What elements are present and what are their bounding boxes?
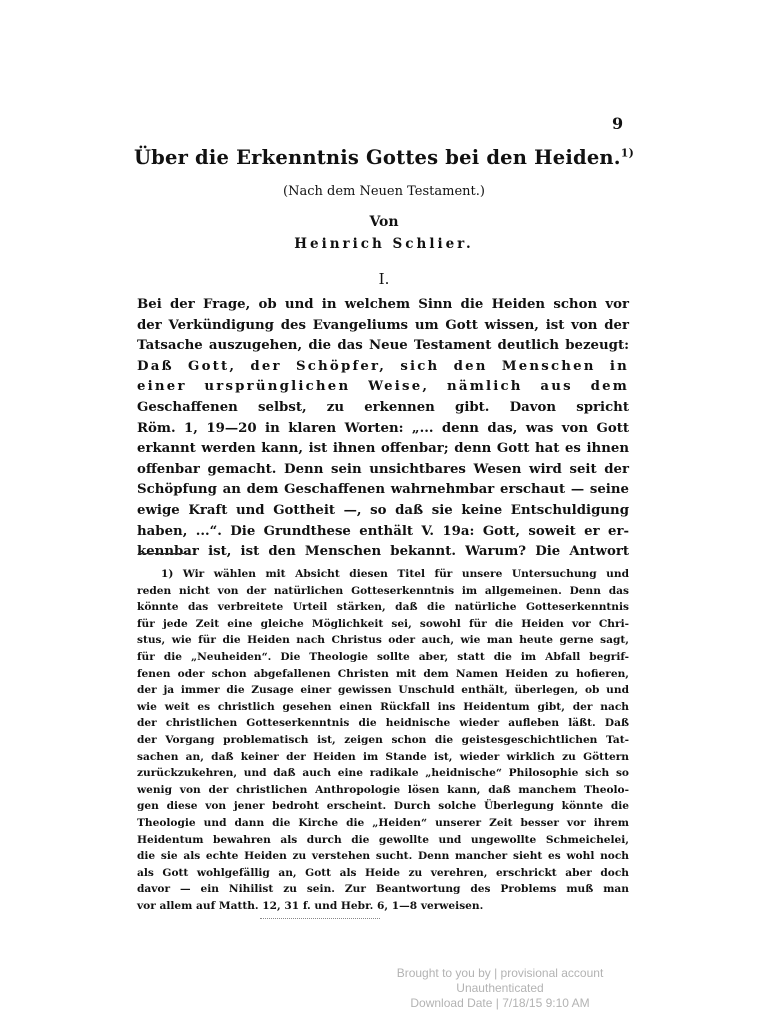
footnote-line: der christlichen Gotteserkenntnis die heidnische wieder aufleben läßt. Daß (137, 717, 629, 730)
footnote-line: der ja immer die Zusage einer gewissen Unschuld enthält, überlegen, ob und (137, 684, 629, 697)
section-number: I. (378, 270, 390, 288)
footnote-line: vor allem auf Matth. 12, 31 f. und Hebr. 6, 1—8 verweisen. (137, 899, 484, 912)
footnote-line: fenen oder schon abgefallenen Christen mit dem Namen Heiden zu hofieren, (137, 667, 629, 680)
provenance-line: Brought to you by | provisional account (396, 966, 604, 980)
footnote-line: könnte das verbreitete Urteil stärken, daß die natürliche Gotteserkenntnis (137, 601, 629, 614)
footnote-line: Theologie und dann die Kirche die „Heiden“ unserer Zeit besser vor ihrem (137, 816, 629, 829)
page-number: 9 (612, 114, 624, 133)
footnote-line: für jede Zeit eine gleiche Möglichkeit sei, sowohl für die Heiden vor Chri- (137, 617, 629, 630)
body-line: der Verkündigung des Evangeliums um Gott wissen, ist von der (137, 317, 629, 333)
body-line: Röm. 1, 19—20 in klaren Worten: „... denn das, was von Gott (137, 420, 629, 436)
article-subtitle: (Nach dem Neuen Testament.) (283, 184, 485, 199)
body-line: Schöpfung an dem Geschaffenen wahrnehmbar erschaut — seine (137, 482, 629, 498)
footnote-line: stus, wie für die Heiden nach Christus oder auch, wie man heute gerne sagt, (137, 634, 629, 647)
provenance-line: Unauthenticated (456, 981, 544, 995)
body-line: haben, ...“. Die Grundthese enthält V. 19a: Gott, soweit er er- (137, 523, 629, 539)
footnote-line: davor — ein Nihilist zu sein. Zur Beantwortung des Problems muß man (137, 883, 629, 896)
footnote-line: die sie als echte Heiden zu verstehen sucht. Denn mancher sieht es wohl noch (137, 850, 629, 863)
body-line: einer ursprünglichen Weise, nämlich aus dem (137, 379, 629, 395)
title-footnote-marker: 1) (620, 146, 635, 160)
author-name: Heinrich Schlier. (294, 236, 474, 252)
body-line: Bei der Frage, ob und in welchem Sinn die Heiden schon vor (137, 297, 629, 312)
footnote-line: zurückzukehren, und daß auch eine radikale „heidnische“ Philosophie sich so (137, 767, 629, 780)
footnote-line: reden nicht von der natürlichen Gotteserkenntnis im allgemeinen. Denn das (137, 584, 629, 597)
footnote-line: sachen an, daß keiner der Heiden im Stande ist, wieder wirklich zu Göttern (137, 750, 629, 763)
body-line: Geschaffenen selbst, zu erkennen gibt. Davon spricht (137, 399, 629, 415)
provenance-watermark (340, 966, 660, 1011)
footnote-separator (138, 553, 188, 554)
body-line: ewige Kraft und Gottheit —, so daß sie keine Entschuldigung (137, 502, 629, 518)
footnote-line: gen diese von jener bedroht erscheint. Durch solche Überlegung könnte die (137, 800, 629, 813)
body-line: Tatsache auszugehen, die das Neue Testament deutlich bezeugt: (137, 338, 629, 354)
footnote-line: 1) Wir wählen mit Absicht diesen Titel für unsere Untersuchung und (161, 568, 629, 580)
body-line: offenbar gemacht. Denn sein unsichtbares Wesen wird seit der (137, 461, 629, 477)
title-text: Über die Erkenntnis Gottes bei den Heiden. (133, 146, 621, 169)
byline-von: Von (369, 214, 399, 230)
body-line: kennbar ist, ist den Menschen bekannt. Warum? Die Antwort (137, 544, 629, 560)
article-title (0, 146, 768, 169)
footnote-line: für die „Neuheiden“. Die Theologie sollte aber, statt die im Abfall begrif- (137, 650, 629, 663)
scan-artifact-line (260, 918, 380, 919)
body-line: erkannt werden kann, ist ihnen offenbar; denn Gott hat es ihnen (137, 441, 629, 457)
footnote-line: wenig von der christlichen Anthropologie lösen kann, daß manchem Theolo- (137, 783, 629, 796)
footnote-line: als Gott wohlgefällig an, Gott als Heide zu verehren, erschrickt aber doch (137, 866, 629, 879)
body-line: Daß Gott, der Schöpfer, sich den Menschen in (137, 358, 629, 374)
provenance-line: Download Date | 7/18/15 9:10 AM (410, 996, 590, 1010)
footnote-line: Heidentum bewahren als durch die gewollte und ungewollte Schmeichelei, (137, 833, 629, 846)
footnote-line: der Vorgang problematisch ist, zeigen schon die geistesgeschichtlichen Tat- (137, 733, 629, 746)
footnote-line: wie weit es christlich gesehen einen Rückfall ins Heidentum gibt, der nach (137, 700, 629, 713)
footnotes (137, 566, 629, 914)
body-text (137, 295, 629, 563)
